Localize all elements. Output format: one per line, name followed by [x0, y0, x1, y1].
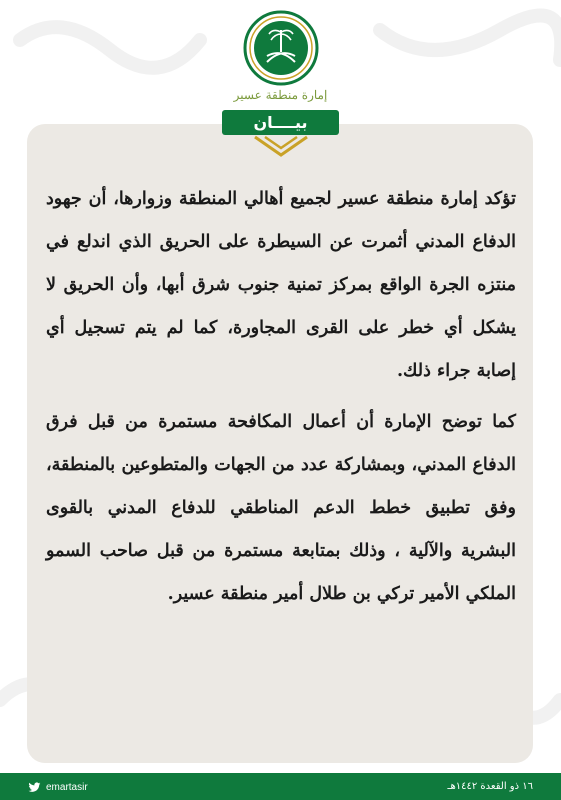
- saudi-emblem-icon: [243, 10, 319, 86]
- statement-body: [46, 178, 516, 624]
- statement-paragraph-1: تؤكد إمارة منطقة عسير لجميع أهالي المنطقة وزوارها، أن جهود الدفاع المدني أثمرت عن السيطرة على الحريق الذي اندلع في منتزه الجرة الواقع بمركز تمنية جنوب شرق أبها، وأن الحريق لا يشكل أي خطر على القرى المجاورة، كما لم يتم تسجيل أي إصابة جراء ذلك.: [46, 189, 516, 381]
- organization-name: إمارة منطقة عسير: [233, 88, 328, 102]
- twitter-icon: [28, 781, 41, 794]
- statement-paragraph-2: كما توضح الإمارة أن أعمال المكافحة مستمرة من قبل فرق الدفاع المدني، وبمشاركة عدد من الجهات والمتطوعين بالمنطقة، وفق تطبيق خطط الدعم المناطقي للدفاع المدني بالقوى البشرية والآلية ، وذلك بمتابعة مستمرة من قبل صاحب السمو الملكي الأمير تركي بن طلال أمير منطقة عسير.: [46, 412, 516, 604]
- twitter-handle: emartasir: [46, 781, 88, 793]
- publish-date: ١٦ ذو القعدة ١٤٤٢هـ: [447, 781, 533, 792]
- statement-banner: بيــــان: [222, 110, 339, 135]
- twitter-handle-link[interactable]: [28, 779, 88, 795]
- chevron-down-icon: [251, 135, 311, 157]
